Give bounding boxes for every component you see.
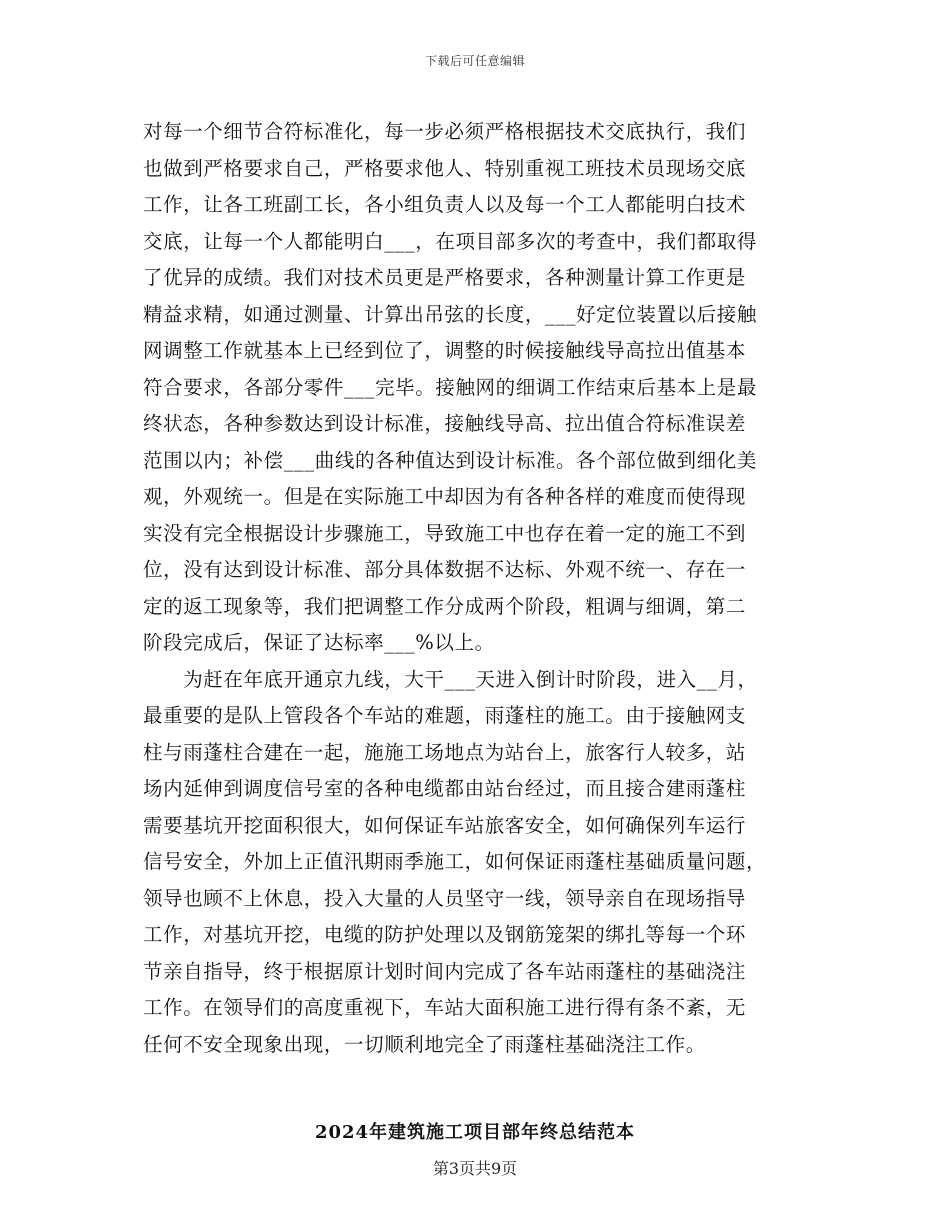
body-line: 任何不安全现象出现，一切顺利地完全了雨蓬柱基础浇注工作。: [143, 1032, 706, 1056]
section-title: 2024年建筑施工项目部年终总结范本: [314, 1122, 636, 1143]
body-line: 信号安全，外加上正值汛期雨季施工，如何保证雨蓬柱基础质量问题，: [143, 850, 767, 873]
body-line: 节亲自指导，终于根据原计划时间内完成了各车站雨蓬柱的基础浇注: [143, 959, 747, 983]
body-line: 工作，对基坑开挖，电缆的防护处理以及钢筋笼架的绑扎等每一个环: [143, 923, 747, 946]
page-number: 第3页共9页: [432, 1159, 518, 1178]
body-line: 对每一个细节合符标准化，每一步必须严格根据技术交底执行，我们: [143, 120, 747, 143]
body-line: 精益求精，如通过测量、计算出吊弦的长度，___好定位装置以后接触: [143, 302, 757, 326]
body-line: 网调整工作就基本上已经到位了，调整的时候接触线导高拉出值基本: [143, 339, 747, 362]
body-line: 最重要的是队上管段各个车站的难题，雨蓬柱的施工。由于接触网支: [143, 704, 747, 727]
body-line: 实没有完全根据设计步骤施工，导致施工中也存在着一定的施工不到: [143, 521, 747, 545]
body-line: 了优异的成绩。我们对技术员更是严格要求，各种测量计算工作更是: [143, 266, 747, 289]
body-line: 观，外观统一。但是在实际施工中却因为有各种各样的难度而使得现: [143, 485, 747, 508]
body-line: 柱与雨蓬柱合建在一起，施施工场地点为站台上，旅客行人较多，站: [143, 740, 747, 764]
body-line: 场内延伸到调度信号室的各种电缆都由站台经过，而且接合建雨蓬柱: [143, 777, 747, 800]
body-line: 终状态，各种参数达到设计标准，接触线导高、拉出值合符标准误差: [143, 412, 747, 435]
body-line: 定的返工现象等，我们把调整工作分成两个阶段，粗调与细调，第二: [143, 594, 747, 618]
body-line: 范围以内；补偿___曲线的各种值达到设计标准。各个部位做到细化美: [143, 448, 757, 472]
document-body: [143, 114, 811, 1063]
body-line: 阶段完成后，保证了达标率___%以上。: [143, 631, 495, 654]
body-line: 交底，让每一个人都能明白___，在项目部多次的考查中，我们都取得: [143, 229, 757, 253]
body-line: 需要基坑开挖面积很大，如何保证车站旅客安全，如何确保列车运行: [143, 813, 747, 837]
body-line: 也做到严格要求自己，严格要求他人、特别重视工班技术员现场交底: [143, 156, 747, 180]
body-line: 为赶在年底开通京九线，大干___天进入倒计时阶段，进入__月，: [143, 667, 758, 691]
body-line: 工作。在领导们的高度重视下，车站大面积施工进行得有条不紊，无: [143, 996, 747, 1019]
page-header-note: 下载后可任意编辑: [424, 54, 525, 68]
body-line: 工作，让各工班副工长，各小组负责人以及每一个工人都能明白技术: [143, 193, 747, 216]
body-line: 领导也顾不上休息，投入大量的人员坚守一线，领导亲自在现场指导: [143, 886, 747, 910]
body-line: 符合要求，各部分零件___完毕。接触网的细调工作结束后基本上是最: [143, 375, 757, 399]
body-line: 位，没有达到设计标准、部分具体数据不达标、外观不统一、存在一: [143, 558, 747, 581]
